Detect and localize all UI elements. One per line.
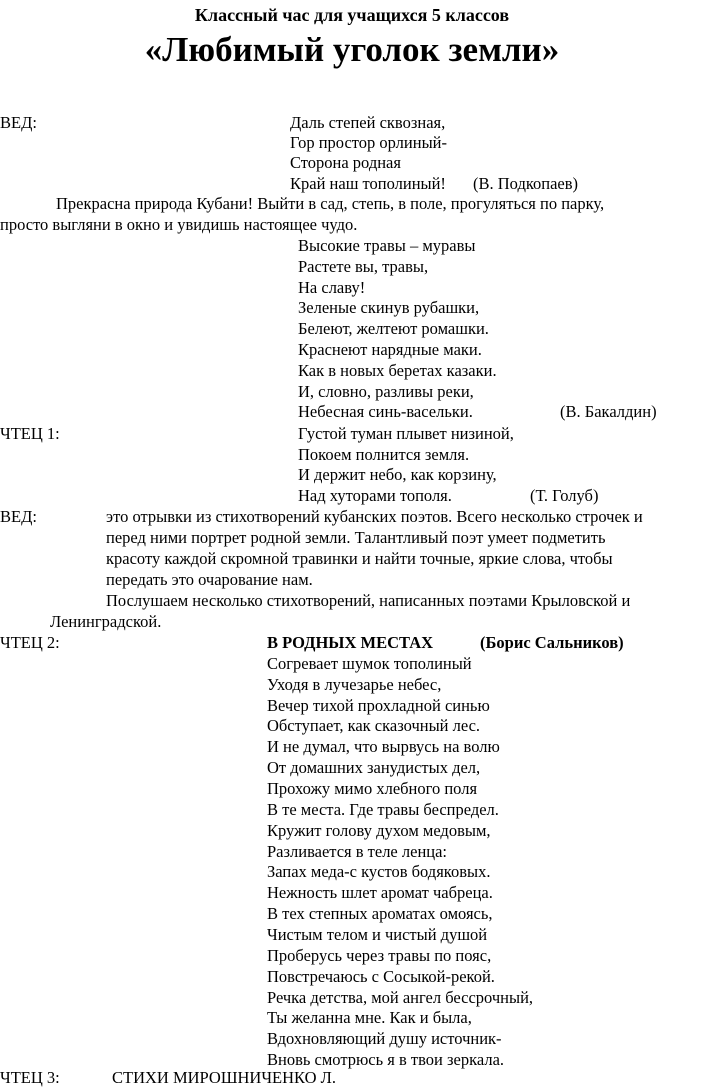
poem2-line: Растете вы, травы, <box>298 257 429 276</box>
poem4-line: Речка детства, мой ангел бессрочный, <box>267 988 534 1007</box>
poem1-line: Даль степей сквозная, <box>290 113 446 132</box>
document-subtitle: Классный час для учащихся 5 классов <box>194 5 510 25</box>
poem4-line: Ты желанна мне. Как и была, <box>267 1008 472 1027</box>
poem4-line: Разливается в теле ленца: <box>267 842 448 861</box>
poem4-author: (Борис Сальников) <box>480 633 624 652</box>
poem3-line: Покоем полнится земля. <box>298 445 470 464</box>
prose-line: передать это очарование нам. <box>106 570 313 589</box>
poem4-line: Обступает, как сказочный лес. <box>267 716 481 735</box>
poem2-line: Краснеют нарядные маки. <box>298 340 482 359</box>
prose-line: Послушаем несколько стихотворений, написанных поэтами Крыловской и <box>106 591 631 610</box>
poem1-line: Сторона родная <box>290 153 401 172</box>
speaker-reader2: ЧТЕЦ 2: <box>0 633 60 652</box>
prose-line: это отрывки из стихотворений кубанских поэтов. Всего несколько строчек и <box>106 507 643 526</box>
poem4-line: Уходя в лучезарье небес, <box>267 675 442 694</box>
poem4-line: Чистым телом и чистый душой <box>267 925 488 944</box>
poem4-line: В тех степных ароматах омоясь, <box>267 904 493 923</box>
poem2-line: Белеют, желтеют ромашки. <box>298 319 489 338</box>
prose-line: красоту каждой скромной травинки и найти точные, яркие слова, чтобы <box>106 549 613 568</box>
poem2-line: И, словно, разливы реки, <box>298 382 474 401</box>
poem4-line: Прохожу мимо хлебного поля <box>267 779 478 798</box>
poem4-line: Запах меда-с кустов бодяковых. <box>267 862 491 881</box>
poem2-line: Небесная синь-васельки. <box>298 402 473 421</box>
poem4-line: Кружит голову духом медовым, <box>267 821 491 840</box>
speaker-reader3: ЧТЕЦ 3: <box>0 1068 60 1087</box>
poem1-author: (В. Подкопаев) <box>473 174 579 193</box>
poem1-line: Край наш тополиный! <box>290 174 446 193</box>
poem2-line: Зеленые скинув рубашки, <box>298 298 480 317</box>
prose-line: Прекрасна природа Кубани! Выйти в сад, степь, в поле, прогуляться по парку, <box>56 194 605 213</box>
document-title: «Любимый уголок земли» <box>144 30 560 69</box>
footer-line: СТИХИ МИРОШНИЧЕНКО Л. <box>112 1068 336 1087</box>
poem4-line: Повстречаюсь с Сосыкой-рекой. <box>267 967 495 986</box>
poem4-line: Проберусь через травы по пояс, <box>267 946 492 965</box>
poem3-line: И держит небо, как корзину, <box>298 465 497 484</box>
poem4-line: Вдохновляющий душу источник- <box>267 1029 502 1048</box>
speaker-reader1: ЧТЕЦ 1: <box>0 424 60 443</box>
poem2-line: На славу! <box>298 278 366 297</box>
poem2-line: Высокие травы – муравы <box>298 236 476 255</box>
poem4-line: Согревает шумок тополиный <box>267 654 472 673</box>
speaker-ved: ВЕД: <box>0 113 37 132</box>
poem4-line: И не думал, что вырвусь на волю <box>267 737 500 756</box>
prose-line: Ленинградской. <box>50 612 162 631</box>
poem1-line: Гор простор орлиный- <box>290 133 447 152</box>
poem2-line: Как в новых беретах казаки. <box>298 361 497 380</box>
poem2-author: (В. Бакалдин) <box>560 402 657 421</box>
poem4-line: От домашних занудистых дел, <box>267 758 481 777</box>
poem4-line: Нежность шлет аромат чабреца. <box>267 883 493 902</box>
poem3-author: (Т. Голуб) <box>530 486 599 505</box>
poem3-line: Густой туман плывет низиной, <box>298 424 514 443</box>
prose-line: перед ними портрет родной земли. Талантливый поэт умеет подметить <box>106 528 606 547</box>
poem3-line: Над хуторами тополя. <box>298 486 452 505</box>
poem4-line: Вечер тихой прохладной синью <box>267 696 490 715</box>
poem4-line: В те места. Где травы беспредел. <box>267 800 499 819</box>
poem4-line: Вновь смотрюсь я в твои зеркала. <box>267 1050 505 1069</box>
prose-line: просто выгляни в окно и увидишь настоящее чудо. <box>0 215 358 234</box>
poem4-title: В РОДНЫХ МЕСТАХ <box>267 633 434 652</box>
speaker-ved: ВЕД: <box>0 507 37 526</box>
